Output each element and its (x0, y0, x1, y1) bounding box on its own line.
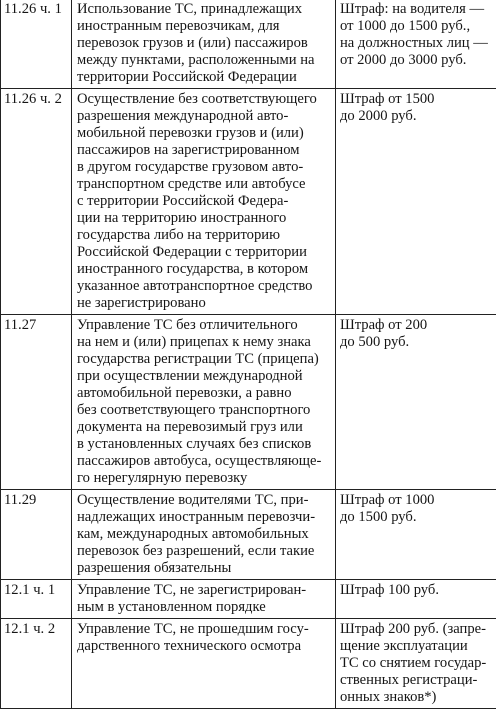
penalty-cell: Штраф от 1000 до 1500 руб. (336, 490, 496, 580)
description-cell: Осуществление водителями ТС, при- надлежащих иностранным перевозчи- кам, международных автомобильных перевозок без разрешений, если такие разрешения обязательны (72, 490, 336, 580)
article-cell: 11.26 ч. 1 (1, 0, 72, 89)
penalty-cell: Штраф от 1500 до 2000 руб. (336, 89, 496, 315)
table-row (1, 315, 496, 490)
description-cell: Осуществление без соответствующего разрешения международной авто- мобильной перевозки грузов и (или) пассажиров на зарегистрированном в другом государстве грузовом авто- транспортном средстве или автобусе с территории Российской Федера- ции на территорию иностранного государства либо на территорию Российской Федерации с территории иностранного государства, в котором указанное автотранспортное средство не зарегистрировано (72, 89, 336, 315)
article-cell: 11.29 (1, 490, 72, 580)
article-cell: 12.1 ч. 1 (1, 580, 72, 619)
article-cell: 11.26 ч. 2 (1, 89, 72, 315)
description-cell: Использование ТС, принадлежащих иностранным перевозчикам, для перевозок грузов и (или) пассажиров между пунктами, расположенными на территории Российской Федерации (72, 0, 336, 89)
penalty-cell: Штраф 100 руб. (336, 580, 496, 619)
penalty-cell: Штраф 200 руб. (запре- щение эксплуатации ТС со снятием государ- ственных регистраци- онных знаков*) (336, 619, 496, 709)
table-row (1, 89, 496, 315)
description-cell: Управление ТС, не прошедшим госу- дарственного технического осмотра (72, 619, 336, 709)
table-row (1, 619, 496, 709)
penalty-cell: Штраф: на водителя — от 1000 до 1500 руб., на должностных лиц — от 2000 до 3000 руб. (336, 0, 496, 89)
table-row (1, 0, 496, 89)
table-row (1, 580, 496, 619)
penalty-cell: Штраф от 200 до 500 руб. (336, 315, 496, 490)
description-cell: Управление ТС без отличительного на нем и (или) прицепах к нему знака государства регистрации ТС (прицепа) при осуществлении международной автомобильной перевозки, а равно без соответствующего транспортного документа на перевозимый груз или в установленных случаях без списков пассажиров автобуса, осуществляюще- го нерегулярную перевозку (72, 315, 336, 490)
description-cell: Управление ТС, не зарегистрирован- ным в установленном порядке (72, 580, 336, 619)
article-cell: 11.27 (1, 315, 72, 490)
table-row (1, 490, 496, 580)
article-cell: 12.1 ч. 2 (1, 619, 72, 709)
